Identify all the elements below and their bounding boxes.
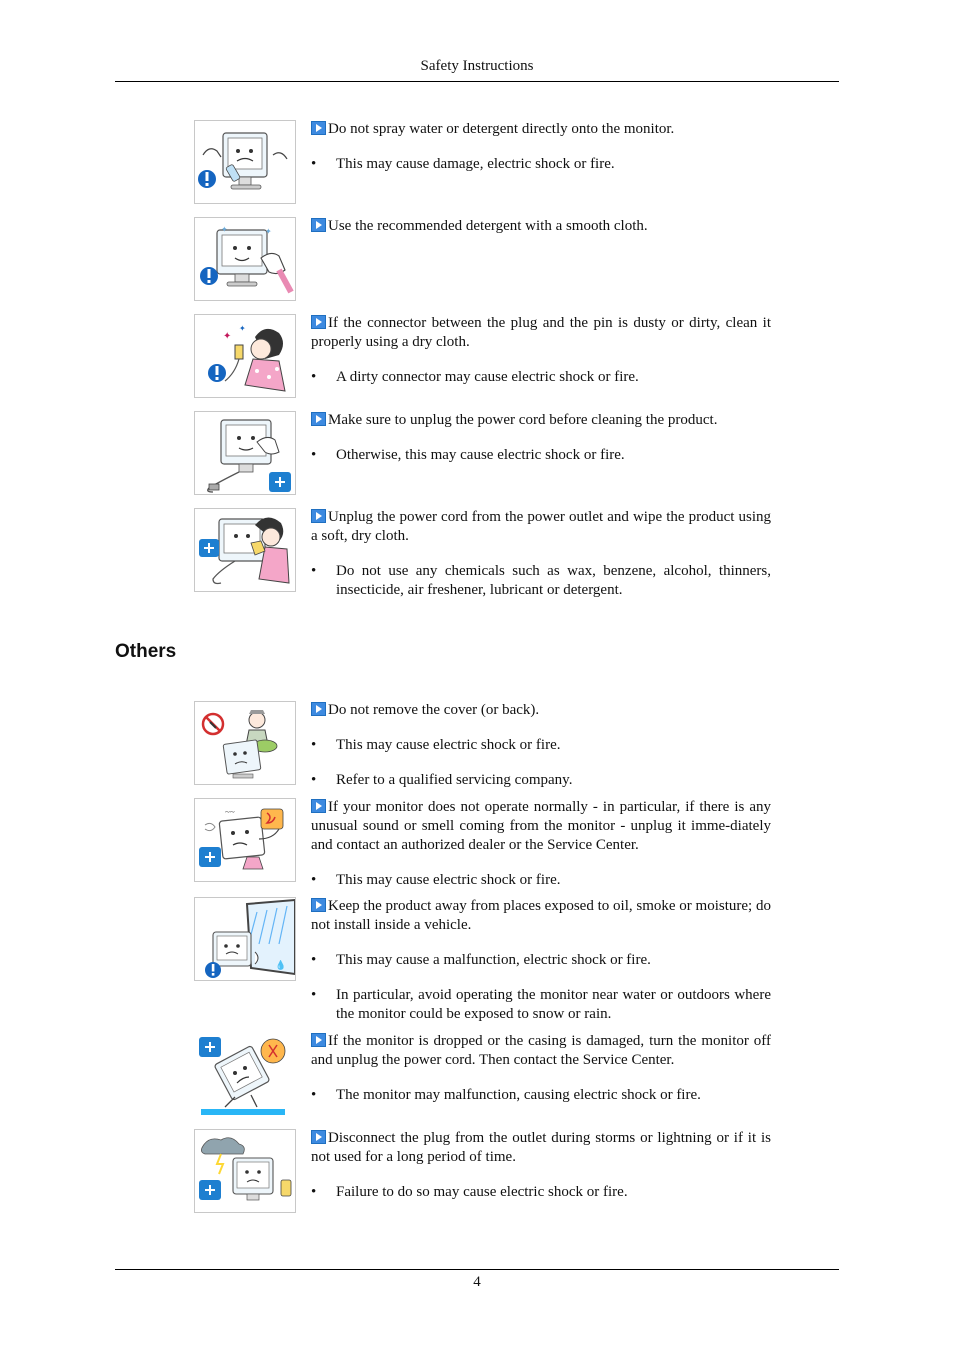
page-number: 4 <box>473 1274 481 1290</box>
bullet-item: • Do not use any chemicals such as wax, benzene, alcohol, thinners, insecticide, air freshener, lubricant or detergent. <box>311 563 771 598</box>
instruction-lead: Keep the product away from places exposed to oil, smoke or moisture; do not install inside a vehicle. <box>311 898 771 933</box>
unplug-before-cleaning-icon <box>194 411 296 495</box>
section-title-others: Others <box>115 641 177 662</box>
bullet-item: • The monitor may malfunction, causing electric shock or fire. <box>311 1087 701 1103</box>
plug-cleaning-icon <box>194 314 296 398</box>
wipe-unplugged-monitor-icon <box>194 508 296 592</box>
monitor-spray-warning-icon <box>194 120 296 204</box>
blue-arrow-marker-icon <box>311 121 326 135</box>
instruction-lead: Do not remove the cover (or back). <box>311 701 771 720</box>
blue-arrow-marker-icon <box>311 1130 326 1144</box>
svg-text:✦: ✦ <box>265 227 272 236</box>
instruction-lead: Disconnect the plug from the outlet during storms or lightning or if it is not used for a long period of time. <box>311 1130 771 1165</box>
blue-arrow-marker-icon <box>311 799 326 813</box>
blue-arrow-marker-icon <box>311 218 326 232</box>
bullet-item: • This may cause damage, electric shock or fire. <box>311 156 615 172</box>
svg-text:~~: ~~ <box>225 807 235 817</box>
bullet-item: • This may cause electric shock or fire. <box>311 737 561 753</box>
abnormal-monitor-icon <box>194 798 296 882</box>
instruction-lead: If the monitor is dropped or the casing is damaged, turn the monitor off and unplug the power cord. Then contact the Service Center. <box>311 1033 771 1068</box>
blue-arrow-marker-icon <box>311 412 326 426</box>
no-disassembly-icon <box>194 701 296 785</box>
page-header <box>115 58 839 82</box>
svg-text:✦: ✦ <box>223 331 232 342</box>
bullet-item: • Failure to do so may cause electric shock or fire. <box>311 1184 628 1200</box>
instruction-lead: Make sure to unplug the power cord before cleaning the product. <box>311 411 771 430</box>
bullet-item: • Otherwise, this may cause electric shock or fire. <box>311 447 625 463</box>
blue-arrow-marker-icon <box>311 702 326 716</box>
monitor-moisture-icon <box>194 897 296 981</box>
storm-unplug-icon <box>194 1129 296 1213</box>
monitor-cloth-wipe-icon <box>194 217 296 301</box>
svg-text:💧: 💧 <box>275 960 287 970</box>
bullet-item: • This may cause electric shock or fire. <box>311 872 561 888</box>
blue-arrow-marker-icon <box>311 315 326 329</box>
blue-arrow-marker-icon <box>311 1033 326 1047</box>
bullet-item: • This may cause a malfunction, electric shock or fire. <box>311 952 651 968</box>
instruction-lead: Do not spray water or detergent directly onto the monitor. <box>311 120 771 139</box>
bullet-item: • A dirty connector may cause electric shock or fire. <box>311 369 639 385</box>
instruction-lead: Use the recommended detergent with a smooth cloth. <box>311 217 771 236</box>
instruction-lead: If your monitor does not operate normally - in particular, if there is any unusual sound or smell coming from the monitor - unplug it imme-diately and contact an authorized dealer or the Service Center. <box>311 799 771 853</box>
page-footer <box>115 1269 839 1291</box>
dropped-monitor-icon <box>194 1032 296 1116</box>
bullet-item: • Refer to a qualified servicing company. <box>311 772 573 788</box>
instruction-lead: Unplug the power cord from the power outlet and wipe the product using a soft, dry cloth. <box>311 509 771 544</box>
bullet-item: • In particular, avoid operating the monitor near water or outdoors where the monitor could be exposed to snow or rain. <box>311 987 771 1022</box>
svg-text:✦: ✦ <box>221 225 228 234</box>
blue-arrow-marker-icon <box>311 509 326 523</box>
svg-text:✦: ✦ <box>239 324 246 333</box>
instruction-lead: If the connector between the plug and the pin is dusty or dirty, clean it properly using a dry cloth. <box>311 315 771 350</box>
header-title: Safety Instructions <box>420 58 534 74</box>
blue-arrow-marker-icon <box>311 898 326 912</box>
